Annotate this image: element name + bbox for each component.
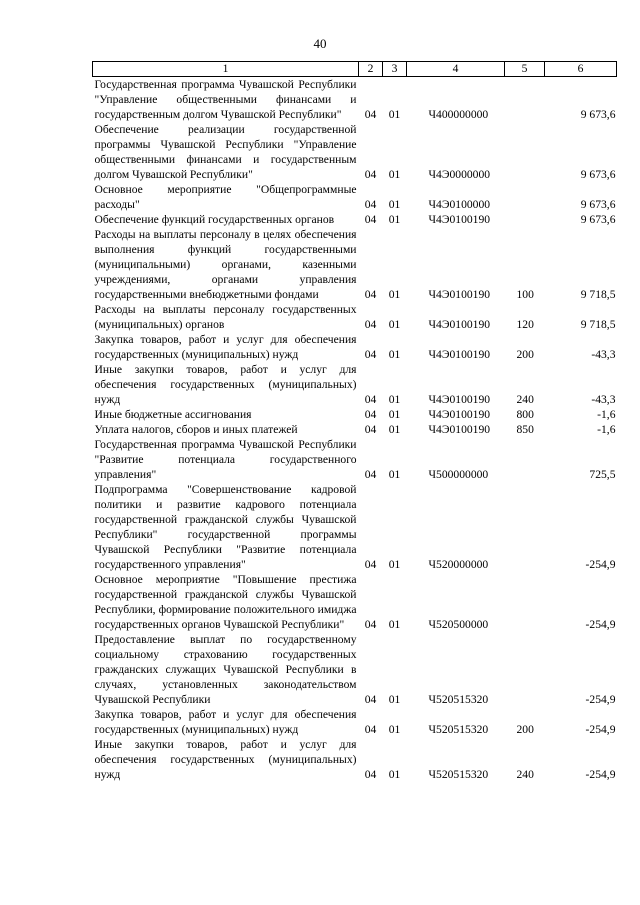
table-row: [93, 77, 617, 123]
row-subsection: 01: [388, 768, 401, 781]
table-row: [93, 437, 617, 482]
row-name: Расходы на выплаты персоналу в целях обеспечения выполнения функций государственными (муниципальными) органами, казенными учреждениями, органами управления государственными внебюджетными фондами: [94, 228, 357, 301]
row-expense-type: [505, 182, 545, 212]
row-amount: 9 673,6: [580, 213, 616, 226]
table-row: [93, 407, 617, 422]
table-body: [93, 77, 617, 783]
row-amount: 9 673,6: [580, 198, 616, 211]
row-name: Закупка товаров, работ и услуг для обеспечения государственных (муниципальных) нужд: [94, 708, 357, 736]
row-name: Уплата налогов, сборов и иных платежей: [94, 423, 298, 436]
row-section: 04: [364, 423, 377, 436]
row-section: 04: [364, 768, 377, 781]
row-expense-type: [505, 77, 545, 123]
page-number: 40: [313, 36, 327, 51]
row-section: 04: [364, 348, 377, 361]
row-amount: -254,9: [585, 618, 616, 631]
row-target-article: Ч520500000: [428, 618, 489, 631]
row-section: 04: [364, 288, 377, 301]
row-name: Иные бюджетные ассигнования: [94, 408, 252, 421]
row-target-article: Ч4Э0100190: [428, 423, 491, 436]
row-name: Закупка товаров, работ и услуг для обеспечения государственных (муниципальных) нужд: [94, 333, 357, 361]
row-subsection: 01: [388, 723, 401, 736]
row-section: 04: [364, 393, 377, 406]
row-section: 04: [364, 408, 377, 421]
table-row: [93, 332, 617, 362]
row-amount: 9 718,5: [580, 318, 616, 331]
budget-table: [92, 61, 617, 782]
row-subsection: 01: [388, 108, 401, 121]
row-target-article: Ч4Э0100190: [428, 348, 491, 361]
row-section: 04: [364, 693, 377, 706]
row-section: 04: [364, 468, 377, 481]
row-target-article: Ч400000000: [428, 108, 489, 121]
row-name: Расходы на выплаты персоналу государственных (муниципальных) органов: [94, 303, 357, 331]
row-amount: 9 673,6: [580, 168, 616, 181]
table-row: [93, 227, 617, 302]
row-amount: -254,9: [585, 558, 616, 571]
row-subsection: 01: [388, 348, 401, 361]
header-col-6: 6: [545, 62, 617, 77]
header-col-2: 2: [359, 62, 383, 77]
header-col-5: 5: [505, 62, 545, 77]
table-row: [93, 302, 617, 332]
row-target-article: Ч4Э0100190: [428, 288, 491, 301]
table-row: [93, 122, 617, 182]
row-subsection: 01: [388, 198, 401, 211]
row-expense-type: [505, 122, 545, 182]
row-expense-type: [505, 212, 545, 227]
row-expense-type: 800: [516, 408, 534, 421]
header-col-3: 3: [383, 62, 407, 77]
row-amount: -254,9: [585, 768, 616, 781]
row-name: Иные закупки товаров, работ и услуг для обеспечения государственных (муниципальных) нужд: [94, 363, 357, 406]
row-subsection: 01: [388, 618, 401, 631]
row-expense-type: [505, 632, 545, 707]
table-header-row: [93, 62, 617, 77]
row-amount: -1,6: [597, 408, 616, 421]
row-amount: 9 718,5: [580, 288, 616, 301]
row-amount: -43,3: [591, 348, 616, 361]
table-row: [93, 737, 617, 782]
row-subsection: 01: [388, 423, 401, 436]
row-amount: 9 673,6: [580, 108, 616, 121]
row-expense-type: [505, 482, 545, 572]
row-target-article: Ч520000000: [428, 558, 489, 571]
row-subsection: 01: [388, 288, 401, 301]
row-amount: -1,6: [597, 423, 616, 436]
row-target-article: Ч4Э0100190: [428, 318, 491, 331]
row-target-article: Ч4Э0100190: [428, 213, 491, 226]
row-name: Обеспечение функций государственных органов: [94, 213, 335, 226]
row-expense-type: 240: [516, 768, 534, 781]
row-amount: -254,9: [585, 693, 616, 706]
row-subsection: 01: [388, 168, 401, 181]
row-target-article: Ч4Э0100190: [428, 408, 491, 421]
row-subsection: 01: [388, 408, 401, 421]
row-target-article: Ч500000000: [428, 468, 489, 481]
row-name: Подпрограмма "Совершенствование кадровой политики и развитие кадрового потенциала государственной гражданской службы Чувашской Республики" государственной программы Чувашской Республики "Развитие потенциала государственного управления": [94, 483, 357, 571]
row-subsection: 01: [388, 468, 401, 481]
row-section: 04: [364, 198, 377, 211]
row-subsection: 01: [388, 693, 401, 706]
row-subsection: 01: [388, 318, 401, 331]
row-name: Иные закупки товаров, работ и услуг для обеспечения государственных (муниципальных) нужд: [94, 738, 357, 781]
row-expense-type: 120: [516, 318, 534, 331]
row-amount: -254,9: [585, 723, 616, 736]
row-name: Основное мероприятие "Повышение престижа государственной гражданской службы Чувашской Республики, формирование положительного имиджа государственных органов Чувашской Республики": [94, 573, 357, 631]
row-expense-type: 100: [516, 288, 534, 301]
table-row: [93, 422, 617, 437]
table-row: [93, 362, 617, 407]
row-target-article: Ч4Э0100000: [428, 198, 491, 211]
row-amount: 725,5: [589, 468, 616, 481]
row-name: Обеспечение реализации государственной программы Чувашской Республики "Управление общественными финансами и государственным долгом Чувашской Республики": [94, 123, 357, 181]
row-target-article: Ч4Э0000000: [428, 168, 491, 181]
row-section: 04: [364, 108, 377, 121]
row-amount: -43,3: [591, 393, 616, 406]
row-name: Государственная программа Чувашской Республики "Развитие потенциала государственного управления": [94, 438, 357, 481]
row-section: 04: [364, 213, 377, 226]
row-expense-type: 200: [516, 723, 534, 736]
row-target-article: Ч520515320: [428, 693, 489, 706]
row-target-article: Ч4Э0100190: [428, 393, 491, 406]
row-subsection: 01: [388, 393, 401, 406]
row-section: 04: [364, 558, 377, 571]
row-section: 04: [364, 318, 377, 331]
table-row: [93, 212, 617, 227]
table-row: [93, 572, 617, 632]
row-expense-type: [505, 572, 545, 632]
table-row: [93, 482, 617, 572]
row-target-article: Ч520515320: [428, 723, 489, 736]
table-row: [93, 632, 617, 707]
row-subsection: 01: [388, 558, 401, 571]
row-section: 04: [364, 168, 377, 181]
header-col-4: 4: [407, 62, 505, 77]
row-expense-type: 850: [516, 423, 534, 436]
table-row: [93, 707, 617, 737]
row-subsection: 01: [388, 213, 401, 226]
table-row: [93, 182, 617, 212]
row-section: 04: [364, 618, 377, 631]
row-expense-type: 200: [516, 348, 534, 361]
row-name: Предоставление выплат по государственному социальному страхованию государственных гражданских служащих Чувашской Республики в случаях, установленных законодательством Чувашской Республики: [94, 633, 357, 706]
row-target-article: Ч520515320: [428, 768, 489, 781]
row-name: Основное мероприятие "Общепрограммные расходы": [94, 183, 357, 211]
row-name: Государственная программа Чувашской Республики "Управление общественными финансами и государственным долгом Чувашской Республики": [94, 78, 357, 121]
header-col-1: 1: [93, 62, 359, 77]
row-expense-type: 240: [516, 393, 534, 406]
row-section: 04: [364, 723, 377, 736]
row-expense-type: [505, 437, 545, 482]
